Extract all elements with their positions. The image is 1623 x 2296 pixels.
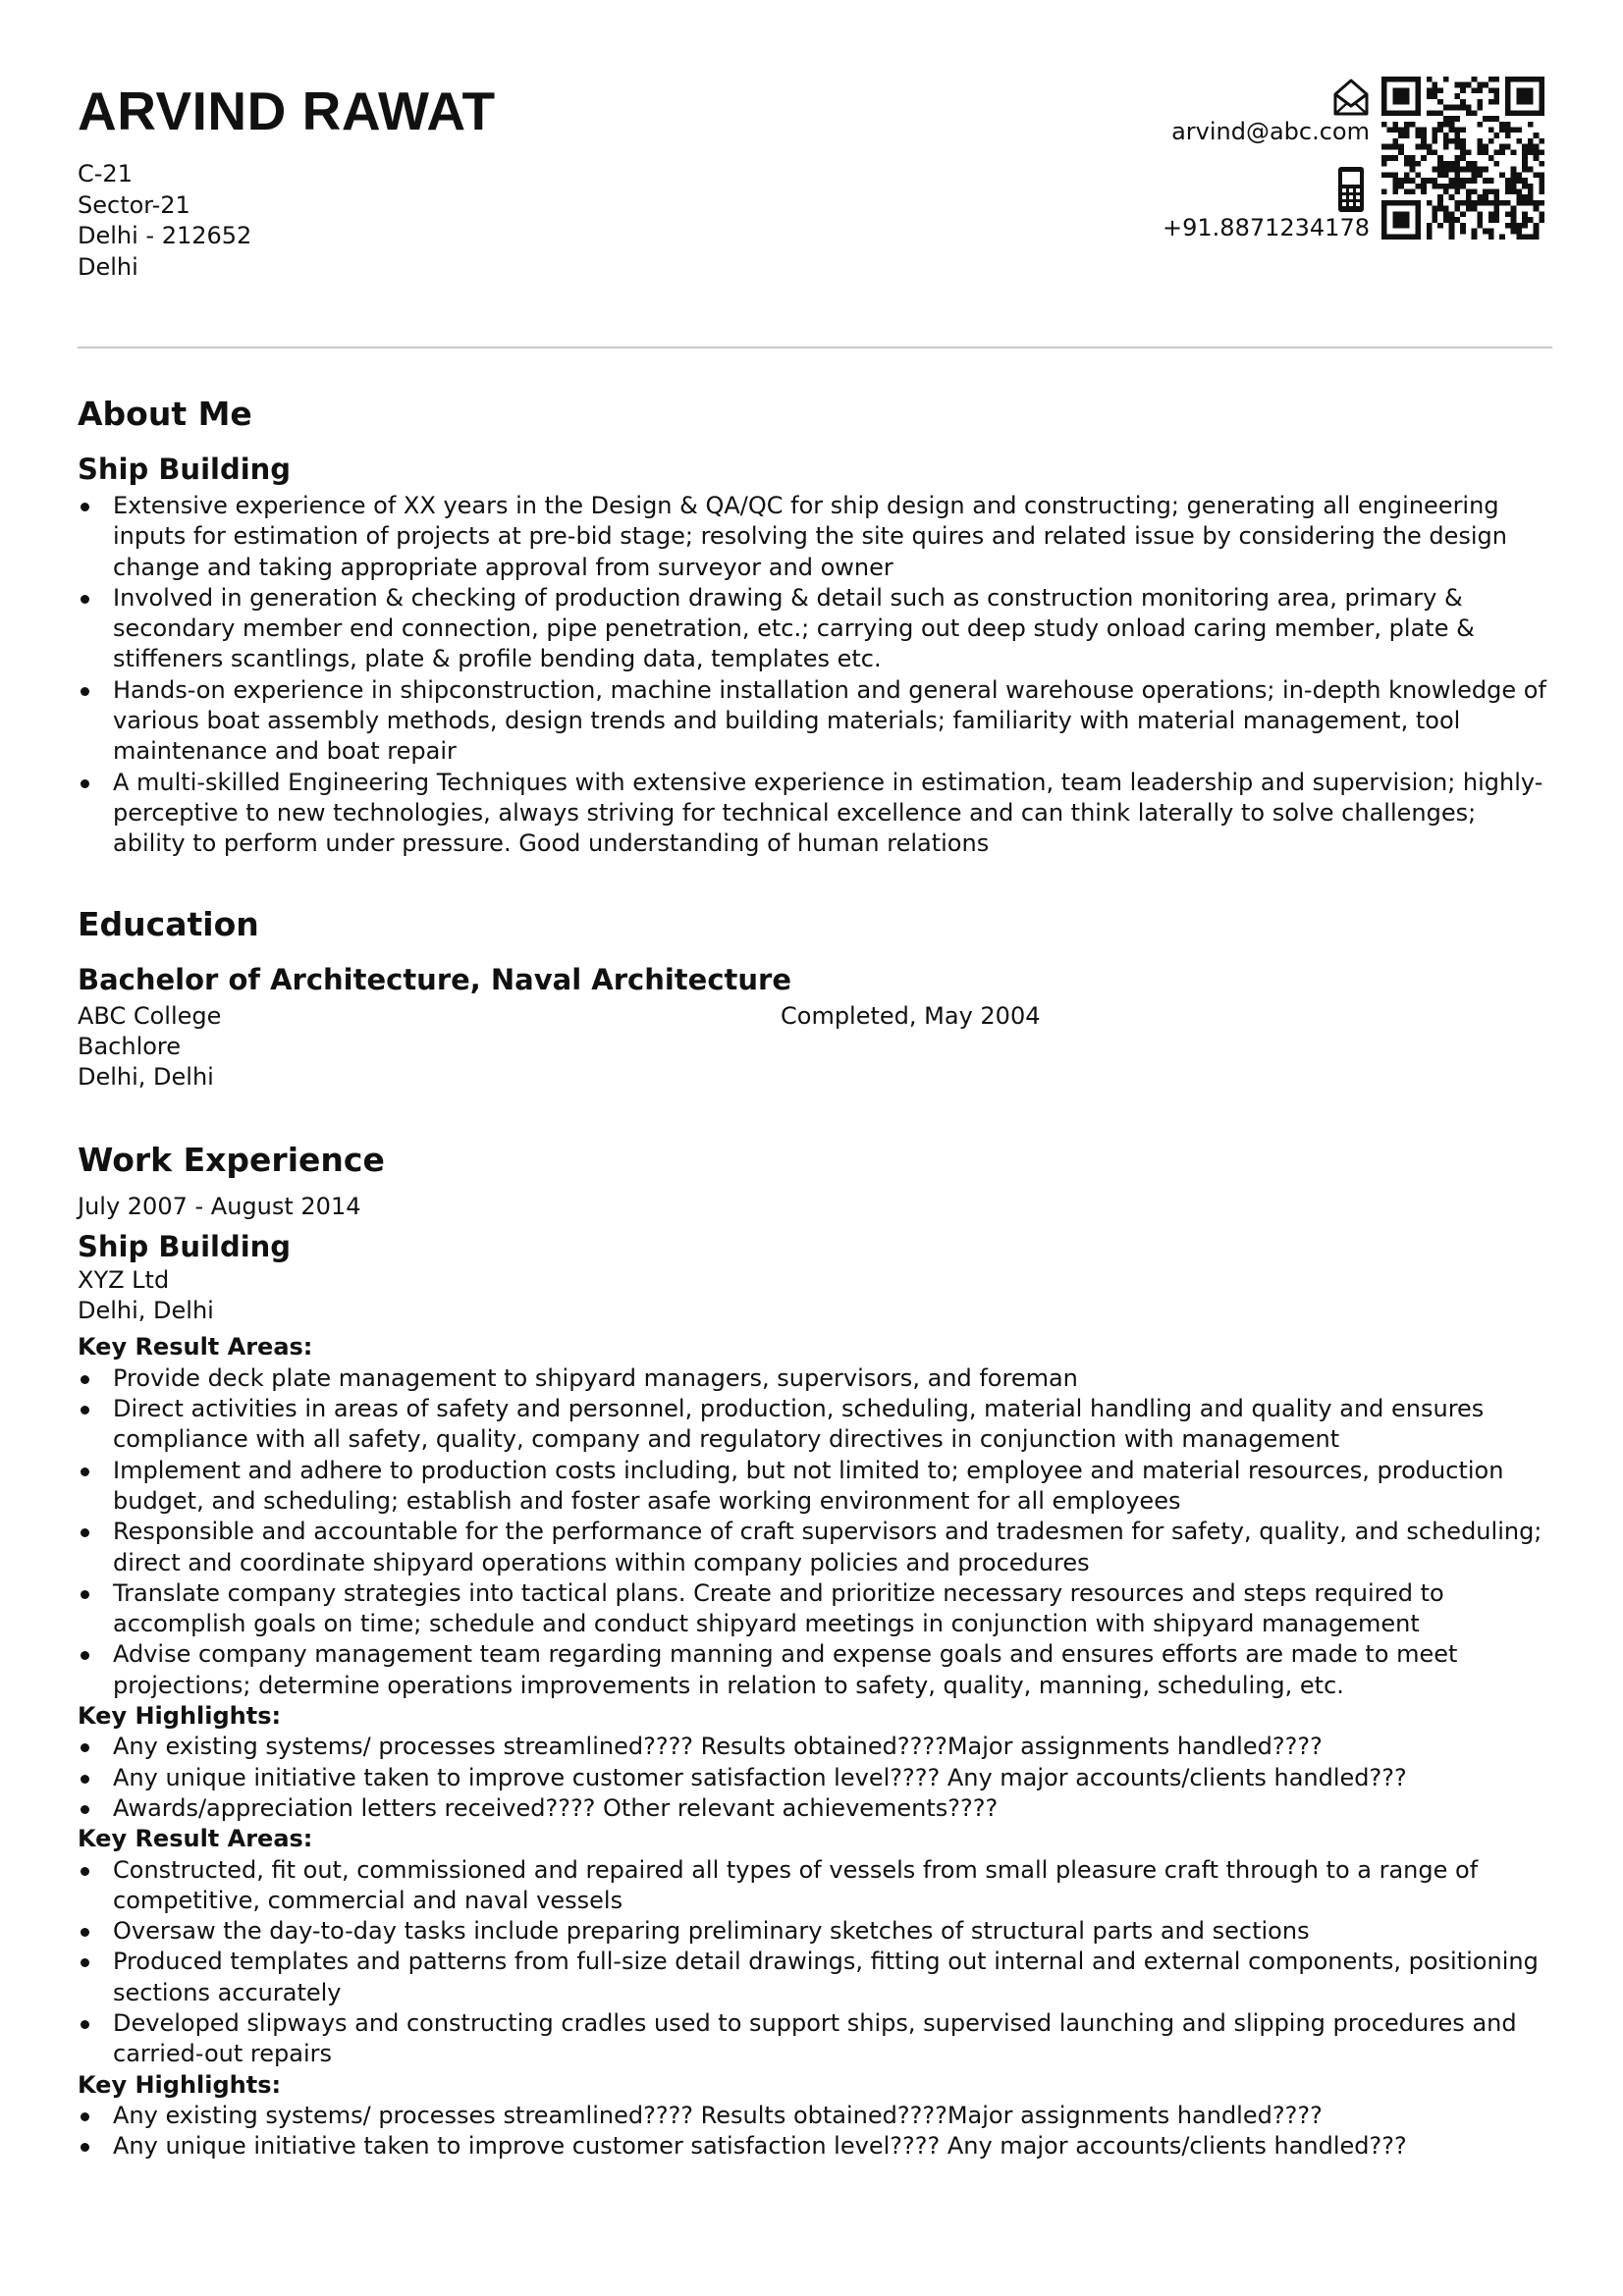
- resume-header: [78, 77, 1550, 302]
- list-item: Hands-on experience in shipconstruction, machine installation and general warehouse operations; in-depth knowledge of various boat assembly methods, design trends and building materials; familiarity with material management, tool maintenance and boat repair: [78, 675, 1552, 768]
- degree-level: Bachlore: [78, 1032, 182, 1060]
- candidate-name: ARVIND RAWAT: [78, 80, 496, 141]
- qr-modules: [1381, 77, 1544, 240]
- work-block: [78, 1701, 1552, 1824]
- address-line: Sector-21: [78, 190, 190, 219]
- email-address[interactable]: arvind@abc.com: [1171, 118, 1370, 145]
- block-bullets: [78, 1855, 1552, 2070]
- list-item: Translate company strategies into tactical plans. Create and prioritize necessary resources and steps required to accomplish goals on time; schedule and conduct shipyard meetings in conjunction with shipyard management: [78, 1578, 1552, 1640]
- work-block: [78, 1332, 1552, 1701]
- address-line: Delhi: [78, 252, 138, 281]
- work-dates: July 2007 - August 2014: [78, 1192, 361, 1220]
- company-name: XYZ Ltd: [78, 1265, 170, 1294]
- list-item: Implement and adhere to production costs including, but not limited to; employee and material resources, production budget, and scheduling; establish and foster asafe working environment for all employees: [78, 1456, 1552, 1518]
- list-item: Developed slipways and constructing cradles used to support ships, supervised launching and slipping procedures and carried-out repairs: [78, 2008, 1552, 2070]
- degree-title: Bachelor of Architecture, Naval Architecture: [78, 962, 791, 996]
- header-divider: [78, 347, 1552, 348]
- list-item: Responsible and accountable for the performance of craft supervisors and tradesmen for safety, quality, and scheduling; direct and coordinate shipyard operations within company policies and procedures: [78, 1517, 1552, 1578]
- about-subtitle: Ship Building: [78, 453, 292, 486]
- list-item: Oversaw the day-to-day tasks include preparing preliminary sketches of structural parts and sections: [78, 1916, 1552, 1947]
- company-location: Delhi, Delhi: [78, 1297, 214, 1325]
- block-label: Key Highlights:: [78, 2070, 282, 2099]
- list-item: Provide deck plate management to shipyard managers, supervisors, and foreman: [78, 1363, 1552, 1394]
- resume-body: [78, 387, 1552, 2162]
- qr-code: [1381, 77, 1544, 240]
- job-role: Ship Building: [78, 1229, 292, 1263]
- section-title-about: About Me: [78, 395, 252, 433]
- list-item: Constructed, fit out, commissioned and repaired all types of vessels from small pleasure craft through to a range of competitive, commercial and naval vessels: [78, 1855, 1552, 1917]
- mobile-phone-icon: [1335, 165, 1367, 214]
- phone-number[interactable]: +91.8871234178: [1163, 214, 1370, 241]
- block-label: Key Result Areas:: [78, 1333, 313, 1362]
- section-title-education: Education: [78, 904, 259, 943]
- postal-address: [78, 159, 251, 283]
- block-bullets: [78, 2101, 1552, 2163]
- list-item: Any unique initiative taken to improve customer satisfaction level???? Any major accounts/clients handled???: [78, 1763, 1552, 1793]
- block-bullets: [78, 1363, 1552, 1701]
- education-details: [78, 1001, 1552, 1094]
- list-item: Produced templates and patterns from full-size detail drawings, fitting out internal and external components, positioning sections accurately: [78, 1947, 1552, 2008]
- contact-block: [977, 77, 1370, 243]
- list-item: Any unique initiative taken to improve customer satisfaction level???? Any major accounts/clients handled???: [78, 2131, 1552, 2162]
- list-item: Advise company management team regarding manning and expense goals and ensures efforts are made to meet projections; determine operations improvements in relation to safety, quality, manning, scheduling, etc.: [78, 1639, 1552, 1701]
- block-label: Key Result Areas:: [78, 1825, 313, 1853]
- address-line: C-21: [78, 160, 133, 187]
- envelope-icon: [1332, 77, 1370, 118]
- college-location: Delhi, Delhi: [78, 1063, 214, 1092]
- list-item: Extensive experience of XX years in the Design & QA/QC for ship design and constructing; generating all engineering inputs for estimation of projects at pre-bid stage; resolving the site quires and related issue by considering the design change and taking appropriate approval from surveyor and owner: [78, 491, 1552, 583]
- work-block: [78, 1824, 1552, 2069]
- college-name: ABC College: [78, 1001, 222, 1030]
- list-item: A multi-skilled Engineering Techniques with extensive experience in estimation, team leadership and supervision; highly-perceptive to new technologies, always striving for technical excellence and can think laterally to solve challenges; ability to perform under pressure. Good understanding of human relations: [78, 768, 1552, 860]
- block-label: Key Highlights:: [78, 1702, 282, 1731]
- block-bullets: [78, 1732, 1552, 1824]
- institution-details: [78, 1001, 221, 1094]
- education-section: [78, 897, 1552, 1094]
- work-section: [78, 1133, 1552, 2163]
- completion-status: Completed, May 2004: [781, 1001, 1041, 1030]
- list-item: Awards/appreciation letters received???? Other relevant achievements????: [78, 1793, 1552, 1824]
- list-item: Any existing systems/ processes streamlined???? Results obtained????Major assignments handled????: [78, 2101, 1552, 2131]
- address-line: Delhi - 212652: [78, 222, 252, 249]
- work-block: [78, 2070, 1552, 2163]
- about-bullets: [78, 491, 1552, 860]
- about-section: [78, 387, 1552, 860]
- list-item: Involved in generation & checking of production drawing & detail such as construction monitoring area, primary & secondary member end connection, pipe penetration, etc.; carrying out deep study onload caring member, plate & stiffeners scantlings, plate & profile bending data, templates etc.: [78, 583, 1552, 675]
- list-item: Any existing systems/ processes streamlined???? Results obtained????Major assignments handled????: [78, 1732, 1552, 1762]
- section-title-work: Work Experience: [78, 1140, 385, 1179]
- list-item: Direct activities in areas of safety and personnel, production, scheduling, material handling and quality and ensures compliance with all safety, quality, company and regulatory directives in conjunction with management: [78, 1394, 1552, 1456]
